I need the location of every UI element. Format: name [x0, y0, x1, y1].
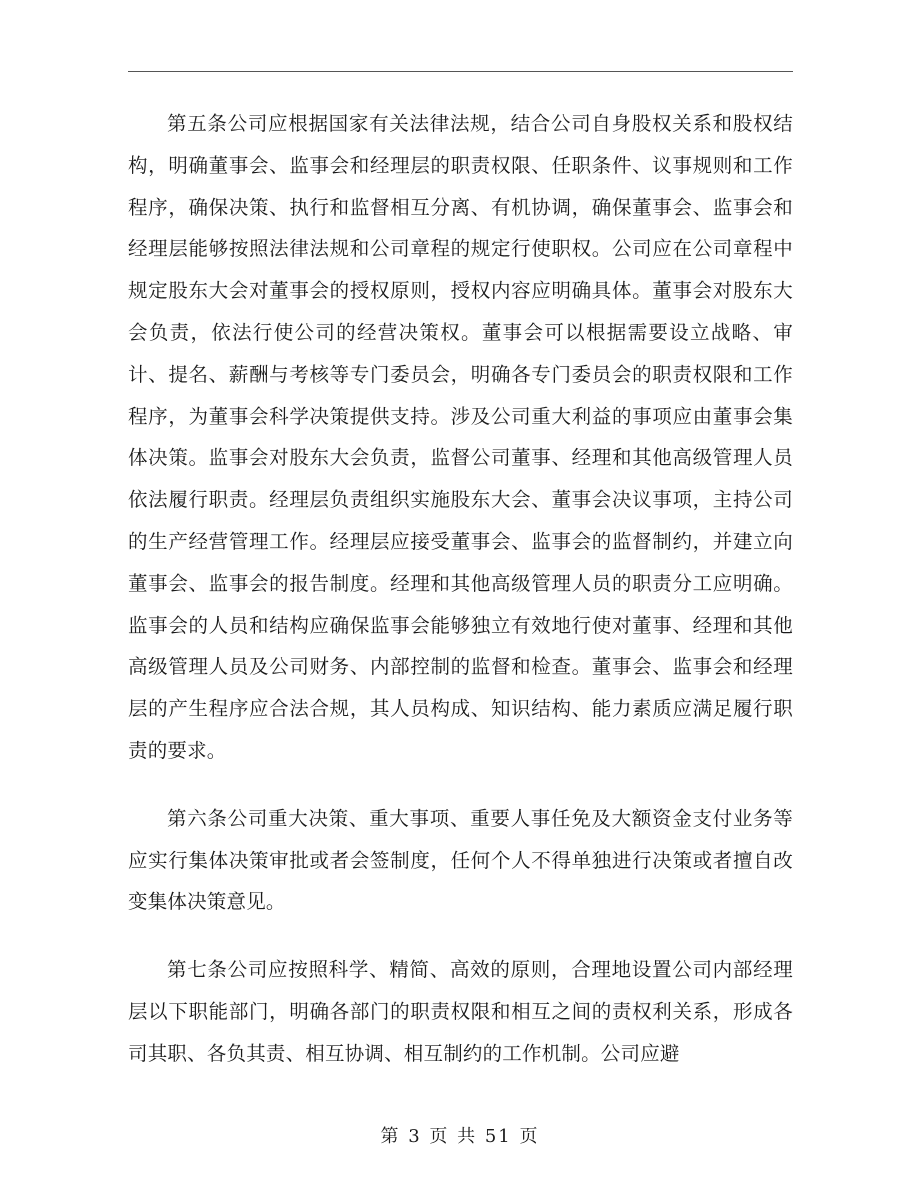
header-rule — [128, 71, 793, 72]
paragraph-article-5: 第五条公司应根据国家有关法律法规，结合公司自身股权关系和股权结构，明确董事会、监事会和经理层的职责权限、任职条件、议事规则和工作程序，确保决策、执行和监督相互分离、有机协调，确保董事会、监事会和经理层能够按照法律法规和公司章程的规定行使职权。公司应在公司章程中规定股东大会对董事会的授权原则，授权内容应明确具体。董事会对股东大会负责，依法行使公司的经营决策权。董事会可以根据需要设立战略、审计、提名、薪酬与考核等专门委员会，明确各专门委员会的职责权限和工作程序，为董事会科学决策提供支持。涉及公司重大利益的事项应由董事会集体决策。监事会对股东大会负责，监督公司董事、经理和其他高级管理人员依法履行职责。经理层负责组织实施股东大会、董事会决议事项，主持公司的生产经营管理工作。经理层应接受董事会、监事会的监督制约，并建立向董事会、监事会的报告制度。经理和其他高级管理人员的职责分工应明确。监事会的人员和结构应确保监事会能够独立有效地行使对董事、经理和其他高级管理人员及公司财务、内部控制的监督和检查。董事会、监事会和经理层的产生程序应合法合规，其人员构成、知识结构、能力素质应满足履行职责的要求。 — [128, 112, 793, 762]
paragraph-article-6: 第六条公司重大决策、重大事项、重要人事任免及大额资金支付业务等应实行集体决策审批或者会签制度，任何个人不得单独进行决策或者擅自改变集体决策意见。 — [128, 806, 793, 914]
page-number-footer: 第 3 页 共 51 页 — [380, 1126, 540, 1147]
document-body — [128, 103, 793, 1101]
paragraph-article-7: 第七条公司应按照科学、精简、高效的原则，合理地设置公司内部经理层以下职能部门，明确各部门的职责权限和相互之间的责权利关系，形成各司其职、各负其责、相互协调、相互制约的工作机制。公司应避 — [128, 958, 793, 1065]
